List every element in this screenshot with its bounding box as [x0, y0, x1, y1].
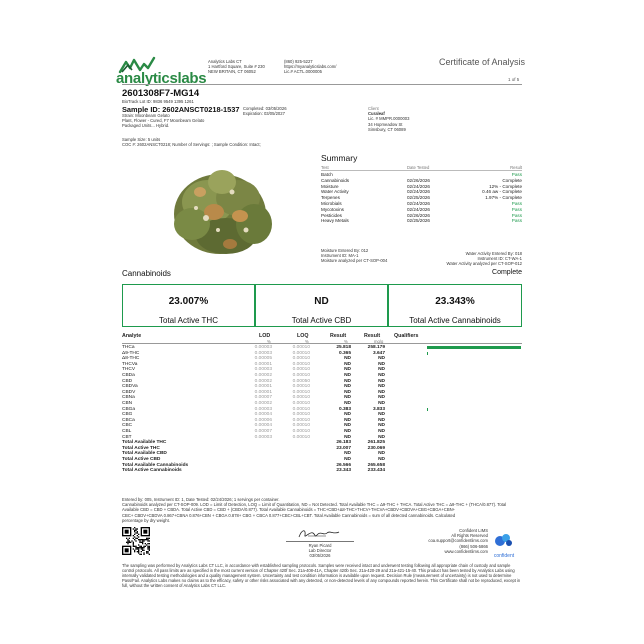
- note-line: percentage by dry weight.: [122, 517, 170, 523]
- analyte-loq: 0.00010: [292, 367, 310, 373]
- sample-packaged: Packaged Units... Hybrid.: [122, 123, 170, 129]
- analyte-name: THCVa: [122, 361, 138, 367]
- potency-notes: [122, 497, 522, 523]
- total-result-pct: 26.183: [336, 440, 351, 446]
- client-address-1: 34 Hopmeadow St: [368, 121, 403, 127]
- analyte-name: CBDa: [122, 373, 135, 378]
- client-license: Lic. # MMPR.0000003: [368, 116, 410, 122]
- note-line: Entered by: 005, Instrument ID: 1, Date Tested: 02/24/2026; 1 servings per container.: [122, 497, 280, 502]
- lab-address-line-1: 1 Hartford Square, Suite # 230: [208, 64, 265, 70]
- analyte-loq: 0.00010: [292, 417, 310, 423]
- qualifier-bar: [427, 346, 521, 349]
- note-line: Cannabinoids analyzed per CT-SOP-009. LOD = Limit of Detection, LOQ = Limit of Quantitation, ND = Not Detected. Total Available THC = Δ9-THC + THCA. Total Active THC = Δ9-THC + (THCA/0.877). Total Available CBD = CBD + CBDA. Total Active CBD = CBD + (CBDA/0.877). Total Available Cannabinoids = THC+CBD+Δ8-THC+THCV+THCVA+CBDV+CBDVA+CBG+CBGA+CBN+: [122, 502, 507, 513]
- summary-date: 02/24/2026: [407, 189, 430, 195]
- total-result-pct: ND: [344, 457, 351, 462]
- lab-license: Lic.# ACTL.0000005: [284, 69, 322, 75]
- total-result-pct: ND: [344, 451, 351, 457]
- box-label: Total Active Cannabinoids: [409, 316, 501, 325]
- lab-website-link[interactable]: https://myanalyticslabs.com/: [284, 64, 337, 70]
- analyte-result-pct: ND: [344, 417, 351, 423]
- analyte-result-pct: ND: [344, 389, 351, 395]
- analyte-name: CBG: [122, 412, 133, 418]
- unit-result-mg: mg/g: [374, 339, 384, 344]
- analyte-lod: 0.00003: [254, 367, 272, 373]
- total-row: [122, 468, 522, 474]
- total-name: Total Available CBD: [122, 451, 167, 457]
- total-result-mg: 261.825: [367, 440, 385, 446]
- summary-result: Pass: [511, 212, 522, 218]
- analyte-name: CBCa: [122, 417, 135, 423]
- signature-line: [286, 541, 354, 542]
- summary-test: Microbials: [321, 201, 342, 206]
- wa-entered-by: Water Activity Entered By: 018: [465, 251, 522, 256]
- analyte-loq: 0.00010: [292, 406, 310, 412]
- summary-test: Moisture: [321, 183, 339, 189]
- analyte-result-pct: 0.383: [338, 406, 351, 412]
- expiration-date: Expiration: 03/05/2027: [243, 111, 285, 117]
- analyte-result-mg: ND: [378, 373, 385, 378]
- lab-contact-block: [284, 59, 384, 75]
- analyte-loq: 0.00010: [292, 356, 310, 362]
- analyte-lod: 0.00002: [254, 401, 272, 406]
- analyte-result-pct: ND: [344, 356, 351, 362]
- col-analyte: Analyte: [122, 333, 142, 339]
- summary-date: 02/26/2026: [407, 212, 430, 218]
- analyte-result-mg: ND: [378, 429, 385, 434]
- total-result-mg: 265.658: [367, 462, 385, 468]
- total-active-thc-box: [122, 284, 255, 327]
- summary-title: Summary: [321, 153, 358, 163]
- summary-test: Batch: [321, 172, 333, 177]
- analyte-loq: 0.00010: [292, 389, 310, 395]
- summary-col-date: Date Tested: [407, 165, 430, 170]
- unit-loq: %: [305, 339, 309, 344]
- lims-contact-block: [420, 528, 488, 554]
- summary-result: 12% - Complete: [489, 183, 522, 189]
- analyte-lod: 0.00004: [254, 423, 272, 429]
- analyte-lod: 0.00003: [254, 406, 272, 412]
- analyte-result-mg: 3.833: [372, 406, 385, 412]
- sign-date: 03/05/2026: [309, 553, 331, 559]
- analyte-result-mg: ND: [378, 361, 385, 367]
- analyte-result-pct: ND: [344, 361, 351, 367]
- analyte-result-mg: ND: [378, 434, 385, 440]
- wa-instrument: Instrument ID: CT-WA-1: [477, 256, 522, 262]
- summary-row: [321, 218, 522, 224]
- cannabinoids-status: Complete: [492, 269, 522, 276]
- analyte-result-pct: ND: [344, 373, 351, 378]
- analyte-result-pct: ND: [344, 367, 351, 373]
- moisture-entered-by: Moisture Entered By: 012: [321, 248, 369, 253]
- box-value: 23.007%: [168, 296, 209, 307]
- analyte-loq: 0.00010: [292, 350, 310, 356]
- analyte-result-pct: ND: [344, 434, 351, 440]
- signer-block: [286, 543, 354, 559]
- summary-date: 02/24/2026: [407, 206, 430, 212]
- lims-phone: (866) 506-5866: [459, 543, 488, 549]
- sample-dates: [243, 106, 323, 116]
- analyte-result-pct: ND: [344, 412, 351, 418]
- qr-code-icon[interactable]: [122, 527, 150, 555]
- total-active-cannabinoids-box: [388, 284, 522, 327]
- summary-test: Mycotoxins: [321, 206, 344, 212]
- summary-test: Cannabinoids: [321, 177, 350, 183]
- total-result-mg: ND: [378, 451, 385, 457]
- moisture-instrument: Instrument ID: MA-1: [321, 253, 359, 259]
- qualifier-bar: [427, 408, 428, 411]
- analyte-name: CBT: [122, 434, 132, 440]
- analyte-name: CBDVa: [122, 384, 138, 390]
- analyte-result-pct: ND: [344, 401, 351, 406]
- summary-col-test: Test: [321, 165, 329, 170]
- sample-size: Sample Size: 5 units: [122, 137, 161, 142]
- completed-date: Completed: 03/05/2026: [243, 106, 287, 111]
- sample-strain: Strain: Moonbeam Gelato: [122, 113, 170, 118]
- analyte-name: CBD: [122, 378, 133, 384]
- confident-logo-text: confident: [493, 553, 515, 559]
- biotrack-lot-id: BioTrack Lot ID: 9836 9549 1395 1261: [122, 99, 194, 104]
- lab-address-block: [208, 59, 288, 75]
- moisture-sop: Moisture analyzed per CT-SOP-004: [321, 258, 388, 264]
- sample-title: 2601308F7-MG14: [122, 88, 200, 99]
- lims-rights: All Rights Reserved: [451, 533, 488, 539]
- analyte-result-mg: ND: [378, 412, 385, 418]
- analyte-loq: 0.00010: [292, 373, 310, 378]
- col-result-pct: Result: [330, 333, 347, 339]
- total-result-pct: 23.343: [336, 468, 351, 474]
- lab-name: Analytics Labs CT: [208, 59, 242, 64]
- summary-result: Pass: [511, 172, 522, 177]
- disclaimer-text: The sampling was performed by Analytics Labs CT LLC, in accordance with established sampling protocols. Samples were received intact and underwent testing following all appropriate chain of custody and sample control protocols. All pass limits are as specified in the most current version of Chapter 420f Sec. 21a-408-41A, Chapter 420b Sec. 21a-420-29 and 21a-421-15-40. This product has been tested by Analytics Labs using internally validated testing methodologies and a quality management system. Uncertainty and test condition information is available upon request. Decision Rule (measurement of uncertainty) is not used to determine Pass/Fail. Analytics Labs makes no claims as to the efficacy, safety or other risks associated with any detected, or non-detected levels of any compounds reported herein. This Certificate shall not be reproduced, except in full, without the written consent of Analytics Labs CT LLC.: [122, 563, 521, 588]
- coc-info: COC #: 2602ANSCT0218; Number of Servings: ; Sample Condition: Intact;: [122, 142, 261, 148]
- analyte-lod: 0.00007: [254, 429, 272, 434]
- analyte-result-mg: 258.179: [367, 345, 385, 350]
- summary-date: 02/24/2026: [407, 201, 430, 206]
- analyte-lod: 0.00004: [254, 412, 272, 418]
- signature-icon: [296, 527, 342, 541]
- box-label: Total Active THC: [159, 316, 218, 325]
- analyte-result-mg: ND: [378, 367, 385, 373]
- analyte-result-mg: ND: [378, 423, 385, 429]
- summary-result: 1.97% - Complete: [485, 195, 522, 201]
- col-lod: LOD: [259, 333, 271, 339]
- total-active-cbd-box: [255, 284, 388, 327]
- analyte-result-pct: ND: [344, 429, 351, 434]
- summary-date: 02/24/2026: [407, 183, 430, 189]
- analyte-loq: 0.00010: [292, 401, 310, 406]
- potency-table-units: [122, 339, 522, 344]
- analyte-result-pct: ND: [344, 423, 351, 429]
- sample-photo: [122, 152, 317, 270]
- sample-id: Sample ID: 2602ANSCT0218-1537: [122, 105, 240, 114]
- unit-result-pct: %: [344, 339, 348, 344]
- box-value: ND: [314, 296, 329, 307]
- wa-sop: Water Activity analyzed per CT-SOP-012: [446, 261, 522, 267]
- total-result-mg: 230.069: [367, 445, 385, 451]
- analyte-result-pct: 0.365: [338, 350, 351, 356]
- analyte-result-mg: ND: [378, 417, 385, 423]
- analyte-result-mg: ND: [378, 384, 385, 390]
- note-line: CBC+ CBDV+CBDVA 0.867+CBNA 0.876+CBN + CBGA 0.878+ CBG + CBCA 0.877+CBC+CBL+CBT. Total Available Cannabinoids = sum of all detected cannabinoids. Calculated: [122, 512, 456, 518]
- signer-title: Lab Director: [308, 548, 332, 554]
- page-number: 1 of 5: [508, 77, 520, 82]
- summary-test: Heavy Metals: [321, 218, 349, 224]
- analyte-name: CBDV: [122, 389, 136, 395]
- summary-date: 02/25/2026: [407, 195, 430, 201]
- col-result-mg: Result: [364, 333, 381, 339]
- analyte-lod: 0.00003: [254, 434, 272, 440]
- signer-name: Ryan Picard: [308, 543, 332, 548]
- analyte-lod: 0.00007: [254, 395, 272, 401]
- lab-phone: (860) 925-5227: [284, 59, 313, 64]
- client-block: [368, 106, 468, 132]
- analyte-loq: 0.00010: [292, 412, 310, 418]
- total-name: Total Active Cannabinoids: [122, 468, 182, 474]
- summary-col-result: Result: [510, 165, 522, 170]
- client-address-2: Simsbury, CT 06089: [368, 126, 406, 132]
- water-activity-info: [420, 251, 522, 267]
- summary-header: [321, 165, 522, 171]
- lims-website[interactable]: www.confidentlims.com: [444, 548, 488, 554]
- analyte-lod: 0.00005: [254, 356, 272, 362]
- analyte-loq: 0.00010: [292, 384, 310, 390]
- sample-plant: Plant, Flower - Cured, F7 Moonbeam Gelato: [122, 118, 205, 124]
- box-label: Total Active CBD: [291, 316, 352, 325]
- analyte-loq: 0.00010: [292, 429, 310, 434]
- analyte-loq: 0.00010: [292, 395, 310, 401]
- analyte-result-pct: ND: [344, 395, 351, 401]
- sample-size-block: [122, 137, 422, 147]
- lims-email[interactable]: coa.support@confidentlims.com: [428, 538, 488, 544]
- analyte-lod: 0.00003: [254, 345, 272, 350]
- moisture-info: [321, 248, 431, 264]
- analyte-loq: 0.00010: [292, 434, 310, 440]
- analyte-name: CBGa: [122, 406, 136, 412]
- analyte-result-mg: ND: [378, 378, 385, 384]
- analyte-loq: 0.00010: [292, 423, 310, 429]
- analyte-loq: 0.00010: [292, 361, 310, 367]
- qualifier-bar: [427, 352, 428, 355]
- total-name: Total Active THC: [122, 445, 160, 451]
- unit-lod: %: [267, 339, 271, 344]
- lims-name: Confident LIMS: [459, 528, 488, 533]
- analyte-name: CBC: [122, 423, 133, 429]
- analyte-loq: 0.00050: [292, 378, 310, 384]
- client-label: Client: [368, 106, 379, 111]
- analyte-result-mg: ND: [378, 395, 385, 401]
- col-qualifiers: Qualifiers: [394, 333, 419, 339]
- col-loq: LOQ: [297, 333, 309, 339]
- analyte-lod: 0.00002: [254, 378, 272, 384]
- summary-test: Water Activity: [321, 189, 349, 195]
- analyte-lod: 0.00003: [254, 350, 272, 356]
- analyte-loq: 0.00010: [292, 345, 310, 350]
- analyte-name: CBN: [122, 401, 133, 406]
- analyte-lod: 0.00001: [254, 384, 272, 390]
- summary-result: Pass: [511, 206, 522, 212]
- analyte-result-pct: 25.818: [336, 345, 351, 350]
- analyte-lod: 0.00002: [254, 373, 272, 378]
- confident-logo-icon: [489, 532, 519, 548]
- total-name: Total Available THC: [122, 440, 167, 446]
- box-value: 23.343%: [435, 296, 475, 307]
- analyte-lod: 0.00001: [254, 389, 272, 395]
- summary-result: 0.46 aw - Complete: [482, 189, 522, 195]
- total-name: Total Active CBD: [122, 457, 161, 462]
- analyte-name: CBNa: [122, 395, 135, 401]
- confident-logo: [489, 532, 519, 559]
- summary-result: Complete: [502, 177, 522, 183]
- cannabinoids-title: Cannabinoids: [122, 269, 171, 278]
- analyte-name: Δ9-THC: [122, 350, 140, 356]
- total-result-pct: 26.566: [336, 462, 351, 468]
- analyte-result-pct: ND: [344, 384, 351, 390]
- total-name: Total Available Cannabinoids: [122, 462, 189, 468]
- analyte-lod: 0.00001: [254, 361, 272, 367]
- summary-test: Pesticides: [321, 212, 342, 218]
- analyte-result-pct: ND: [344, 378, 351, 384]
- header-divider: [122, 84, 522, 85]
- summary-date: 02/25/2026: [407, 218, 430, 224]
- summary-test: Terpenes: [321, 195, 340, 201]
- summary-result: Pass: [511, 218, 522, 224]
- analyte-name: THCa: [122, 345, 135, 350]
- document-title: Certificate of Analysis: [439, 57, 526, 67]
- analyte-result-mg: ND: [378, 401, 385, 406]
- lab-address-line-2: NEW BRITAIN, CT 06052: [208, 69, 256, 75]
- analyte-lod: 0.00006: [254, 417, 272, 423]
- total-result-mg: 233.434: [367, 468, 385, 474]
- total-result-mg: ND: [378, 457, 385, 462]
- analyte-result-mg: ND: [378, 356, 385, 362]
- summary-date: 02/26/2026: [407, 177, 430, 183]
- analyte-name: Δ8-THC: [122, 356, 140, 362]
- logo-wordmark: analyticslabs: [116, 70, 207, 87]
- analyte-result-mg: ND: [378, 389, 385, 395]
- client-name: Curaleaf: [368, 111, 385, 117]
- summary-result: Pass: [511, 201, 522, 206]
- analyte-name: CBL: [122, 429, 132, 434]
- total-result-pct: 23.007: [336, 445, 351, 451]
- analyte-result-mg: 3.647: [372, 350, 385, 356]
- analyte-name: THCV: [122, 367, 136, 373]
- sample-details: [122, 113, 242, 129]
